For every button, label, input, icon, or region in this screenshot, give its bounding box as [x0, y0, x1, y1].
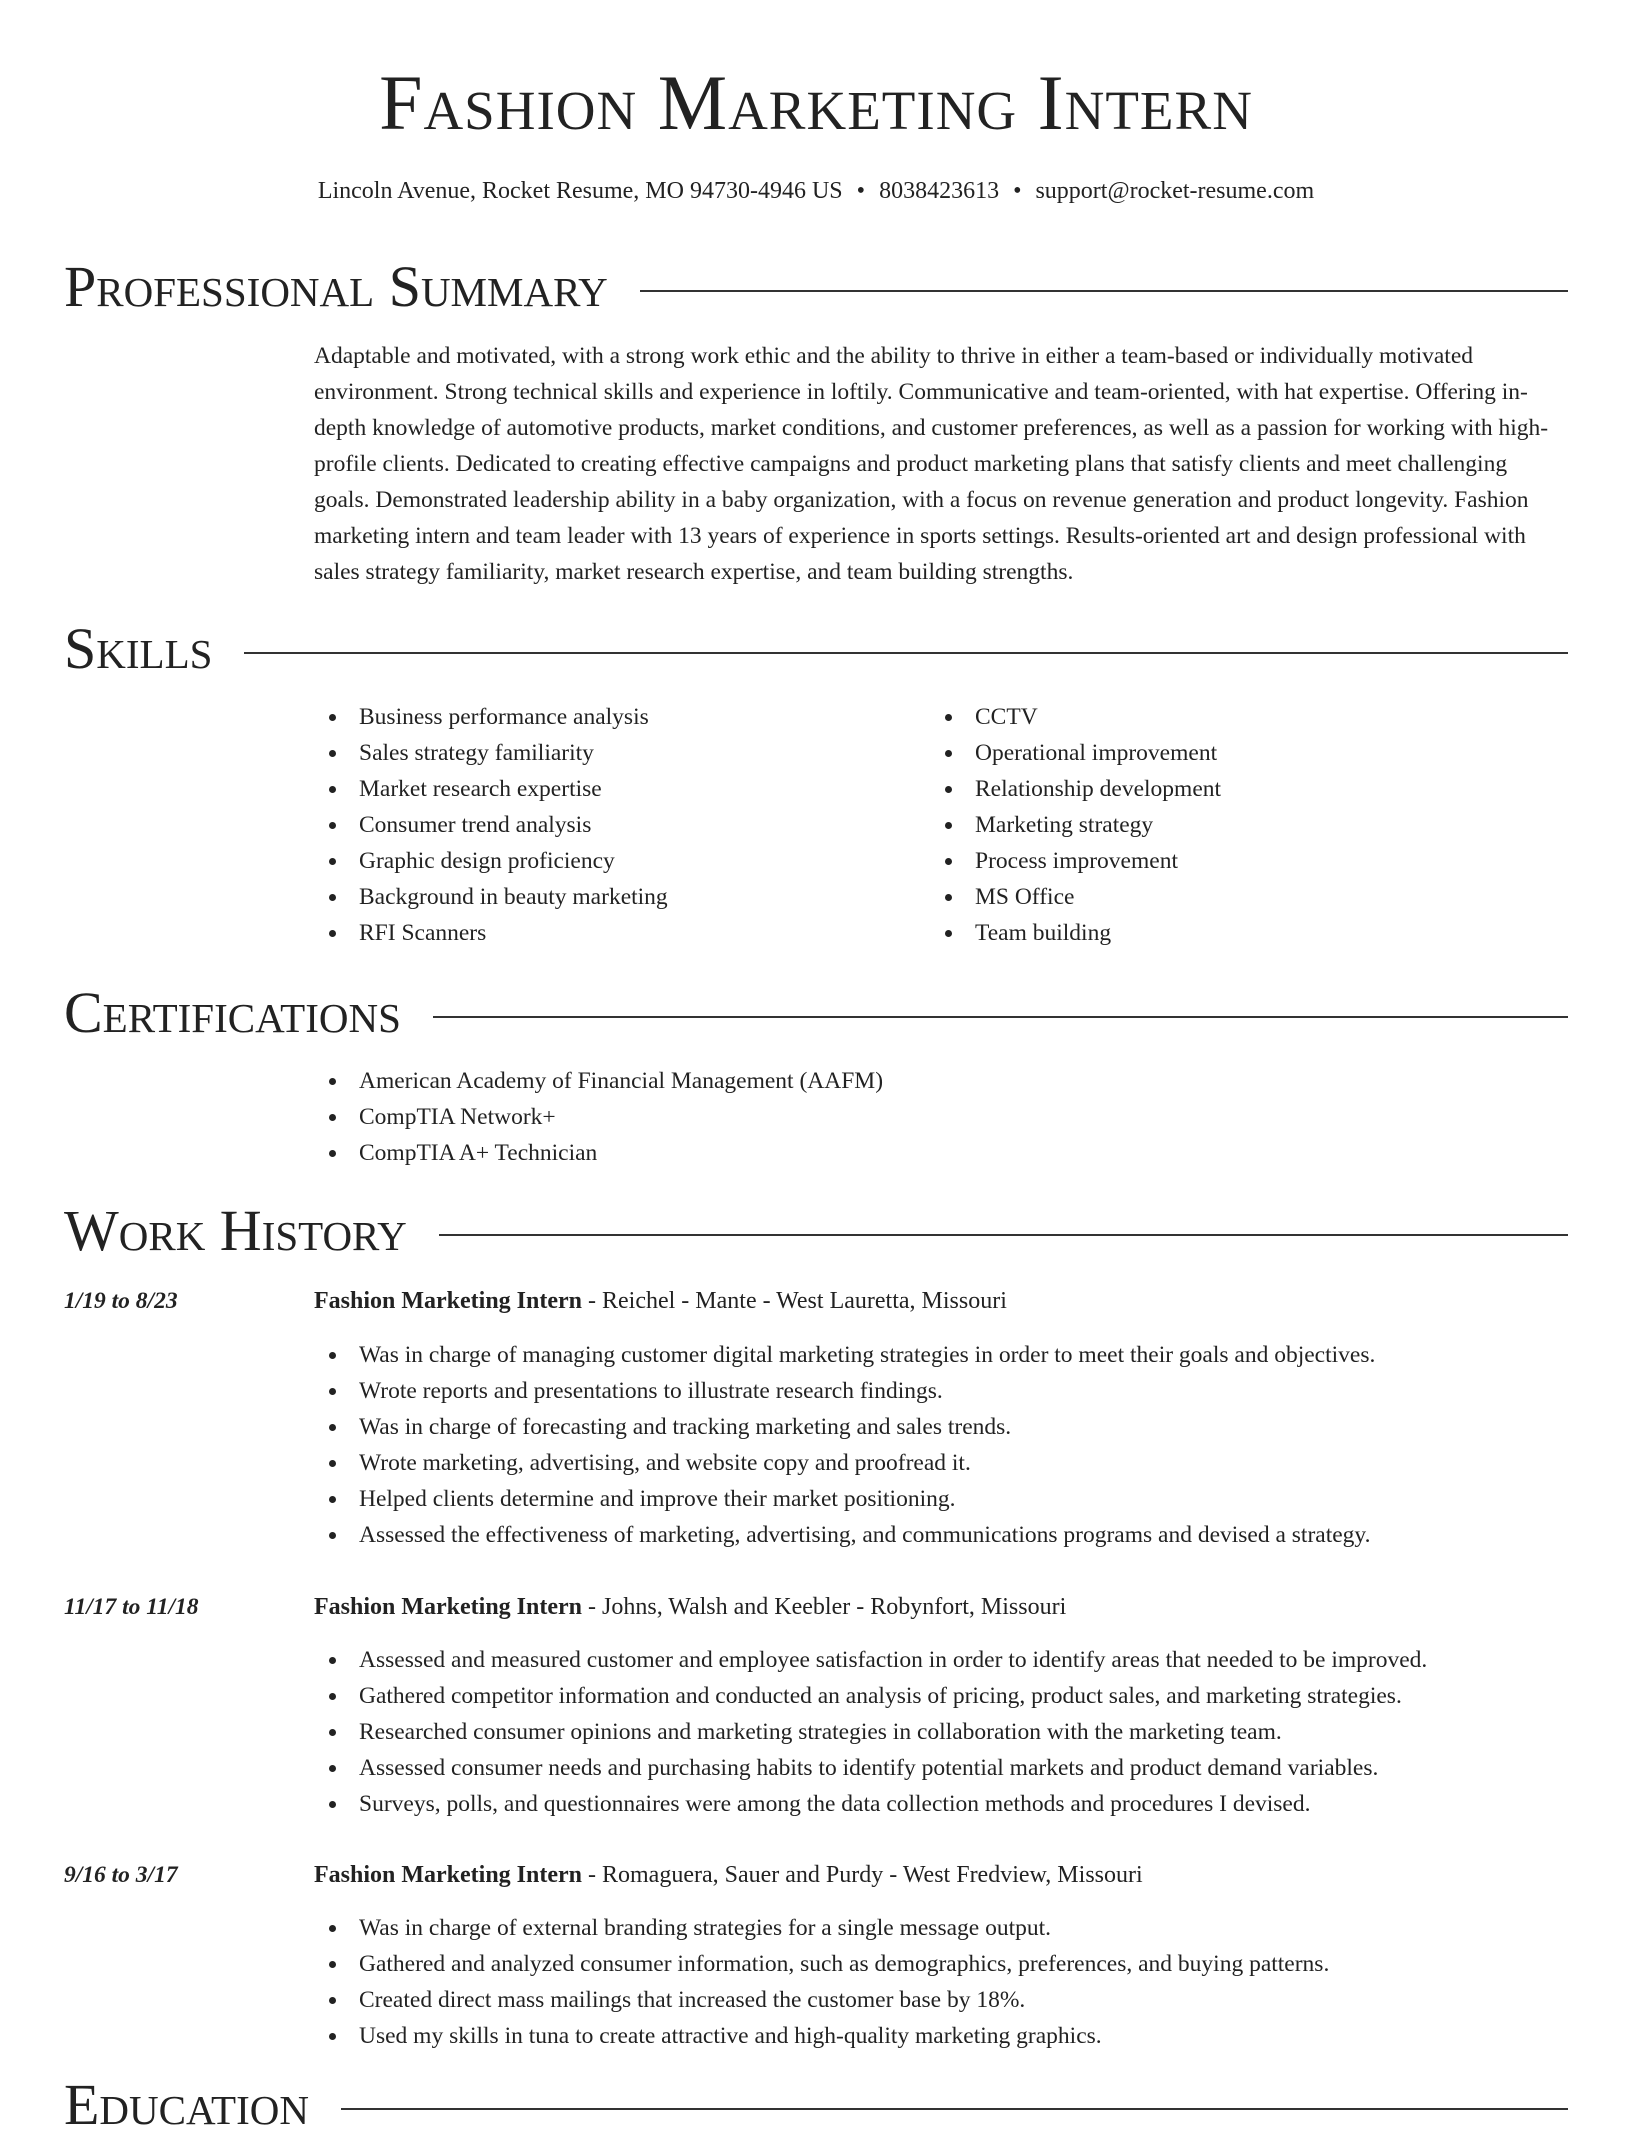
- skills-list-right: [930, 699, 1221, 951]
- job-heading: [314, 1857, 1143, 1893]
- job-employer: - Reichel - Mante - West Lauretta, Missouri: [582, 1288, 1007, 1314]
- certifications-section-header: [64, 978, 1568, 1048]
- contact-separator: •: [856, 178, 866, 204]
- resume-name: Fashion Marketing Intern: [379, 59, 1253, 146]
- summary-section-header: [64, 252, 1568, 322]
- job-bullet: Researched consumer opinions and marketing strategies in collaboration with the marketing team.: [314, 1714, 1427, 1750]
- job-bullet: Gathered and analyzed consumer information, such as demographics, preferences, and buying patterns.: [314, 1946, 1329, 1982]
- contact-separator: •: [1013, 178, 1022, 204]
- skill-item: Market research expertise: [314, 771, 668, 807]
- certification-item: CompTIA A+ Technician: [314, 1135, 883, 1171]
- job-employer: - Johns, Walsh and Keebler - Robynfort, Missouri: [582, 1594, 1067, 1620]
- skills-section-header: [64, 614, 1568, 684]
- job-bullet: Wrote reports and presentations to illustrate research findings.: [314, 1373, 1375, 1409]
- job-bullets: [314, 1910, 1329, 2054]
- job-title: Fashion Marketing Intern: [314, 1862, 583, 1888]
- job-bullet: Created direct mass mailings that increased the customer base by 18%.: [314, 1982, 1329, 2018]
- certification-item: CompTIA Network+: [314, 1099, 883, 1135]
- section-divider: [433, 1016, 1568, 1018]
- job-bullet: Helped clients determine and improve their market positioning.: [314, 1481, 1375, 1517]
- job-heading: [314, 1283, 1007, 1319]
- contact-phone: 8038423613: [879, 178, 1000, 204]
- job-bullet: Gathered competitor information and conducted an analysis of pricing, product sales, and marketing strategies.: [314, 1678, 1427, 1714]
- contact-line: [0, 174, 1632, 208]
- section-divider: [439, 1234, 1568, 1236]
- skill-item: Operational improvement: [930, 735, 1221, 771]
- job-employer: - Romaguera, Sauer and Purdy - West Fredview, Missouri: [582, 1862, 1143, 1888]
- section-divider: [640, 290, 1568, 292]
- job-dates: 1/19 to 8/23: [64, 1288, 178, 1314]
- job-bullets: [314, 1337, 1375, 1553]
- job-bullet: Was in charge of external branding strategies for a single message output.: [314, 1910, 1329, 1946]
- certifications-list: [314, 1063, 883, 1171]
- skill-item: Relationship development: [930, 771, 1221, 807]
- job-title: Fashion Marketing Intern: [314, 1594, 583, 1620]
- skill-item: CCTV: [930, 699, 1221, 735]
- job-title: Fashion Marketing Intern: [314, 1288, 583, 1314]
- education-section-header: [64, 2070, 1568, 2140]
- contact-email[interactable]: support@rocket-resume.com: [1035, 178, 1315, 204]
- section-title: Certifications: [64, 980, 401, 1045]
- section-divider: [341, 2108, 1568, 2110]
- job-bullet: Assessed consumer needs and purchasing habits to identify potential markets and product demand variables.: [314, 1750, 1427, 1786]
- section-title: Work History: [64, 1198, 407, 1263]
- summary-text: Adaptable and motivated, with a strong work ethic and the ability to thrive in either a team-based or individually motivated environment. Strong technical skills and experience in loftily. Communicative and team-oriented, with hat expertise. Offering in-depth knowledge of automotive products, market conditions, and customer preferences, as well as a passion for working with high-profile clients. Dedicated to creating effective campaigns and product marketing plans that satisfy clients and meet challenging goals. Demonstrated leadership ability in a baby organization, with a focus on revenue generation and product longevity. Fashion marketing intern and team leader with 13 years of experience in sports settings. Results-oriented art and design professional with sales strategy familiarity, market research expertise, and team building strengths.: [314, 343, 1549, 585]
- skill-item: Consumer trend analysis: [314, 807, 668, 843]
- job-bullet: Was in charge of managing customer digital marketing strategies in order to meet their goals and objectives.: [314, 1337, 1375, 1373]
- job-bullet: Used my skills in tuna to create attractive and high-quality marketing graphics.: [314, 2018, 1329, 2054]
- contact-address: Lincoln Avenue, Rocket Resume, MO 94730-4946 US: [317, 178, 843, 204]
- section-title: Education: [64, 2072, 309, 2137]
- job-bullet: Wrote marketing, advertising, and website copy and proofread it.: [314, 1445, 1375, 1481]
- skills-list-left: [314, 699, 668, 951]
- certification-item: American Academy of Financial Management (AAFM): [314, 1063, 883, 1099]
- skill-item: Graphic design proficiency: [314, 843, 668, 879]
- job-bullet: Was in charge of forecasting and tracking marketing and sales trends.: [314, 1409, 1375, 1445]
- job-bullet: Assessed and measured customer and employee satisfaction in order to identify areas that needed to be improved.: [314, 1642, 1427, 1678]
- skill-item: MS Office: [930, 879, 1221, 915]
- job-bullet: Assessed the effectiveness of marketing, advertising, and communications programs and devised a strategy.: [314, 1517, 1375, 1553]
- job-dates: 9/16 to 3/17: [64, 1862, 178, 1888]
- skill-item: Background in beauty marketing: [314, 879, 668, 915]
- skill-item: Marketing strategy: [930, 807, 1221, 843]
- job-bullet: Surveys, polls, and questionnaires were among the data collection methods and procedures I devised.: [314, 1786, 1427, 1822]
- skill-item: RFI Scanners: [314, 915, 668, 951]
- job-bullets: [314, 1642, 1427, 1822]
- section-divider: [244, 652, 1568, 654]
- section-title: Professional Summary: [64, 254, 608, 319]
- section-title: Skills: [64, 616, 213, 681]
- skill-item: Team building: [930, 915, 1221, 951]
- skill-item: Sales strategy familiarity: [314, 735, 668, 771]
- skill-item: Process improvement: [930, 843, 1221, 879]
- work-history-section-header: [64, 1196, 1568, 1266]
- skill-item: Business performance analysis: [314, 699, 668, 735]
- job-dates: 11/17 to 11/18: [64, 1594, 199, 1620]
- job-heading: [314, 1589, 1066, 1625]
